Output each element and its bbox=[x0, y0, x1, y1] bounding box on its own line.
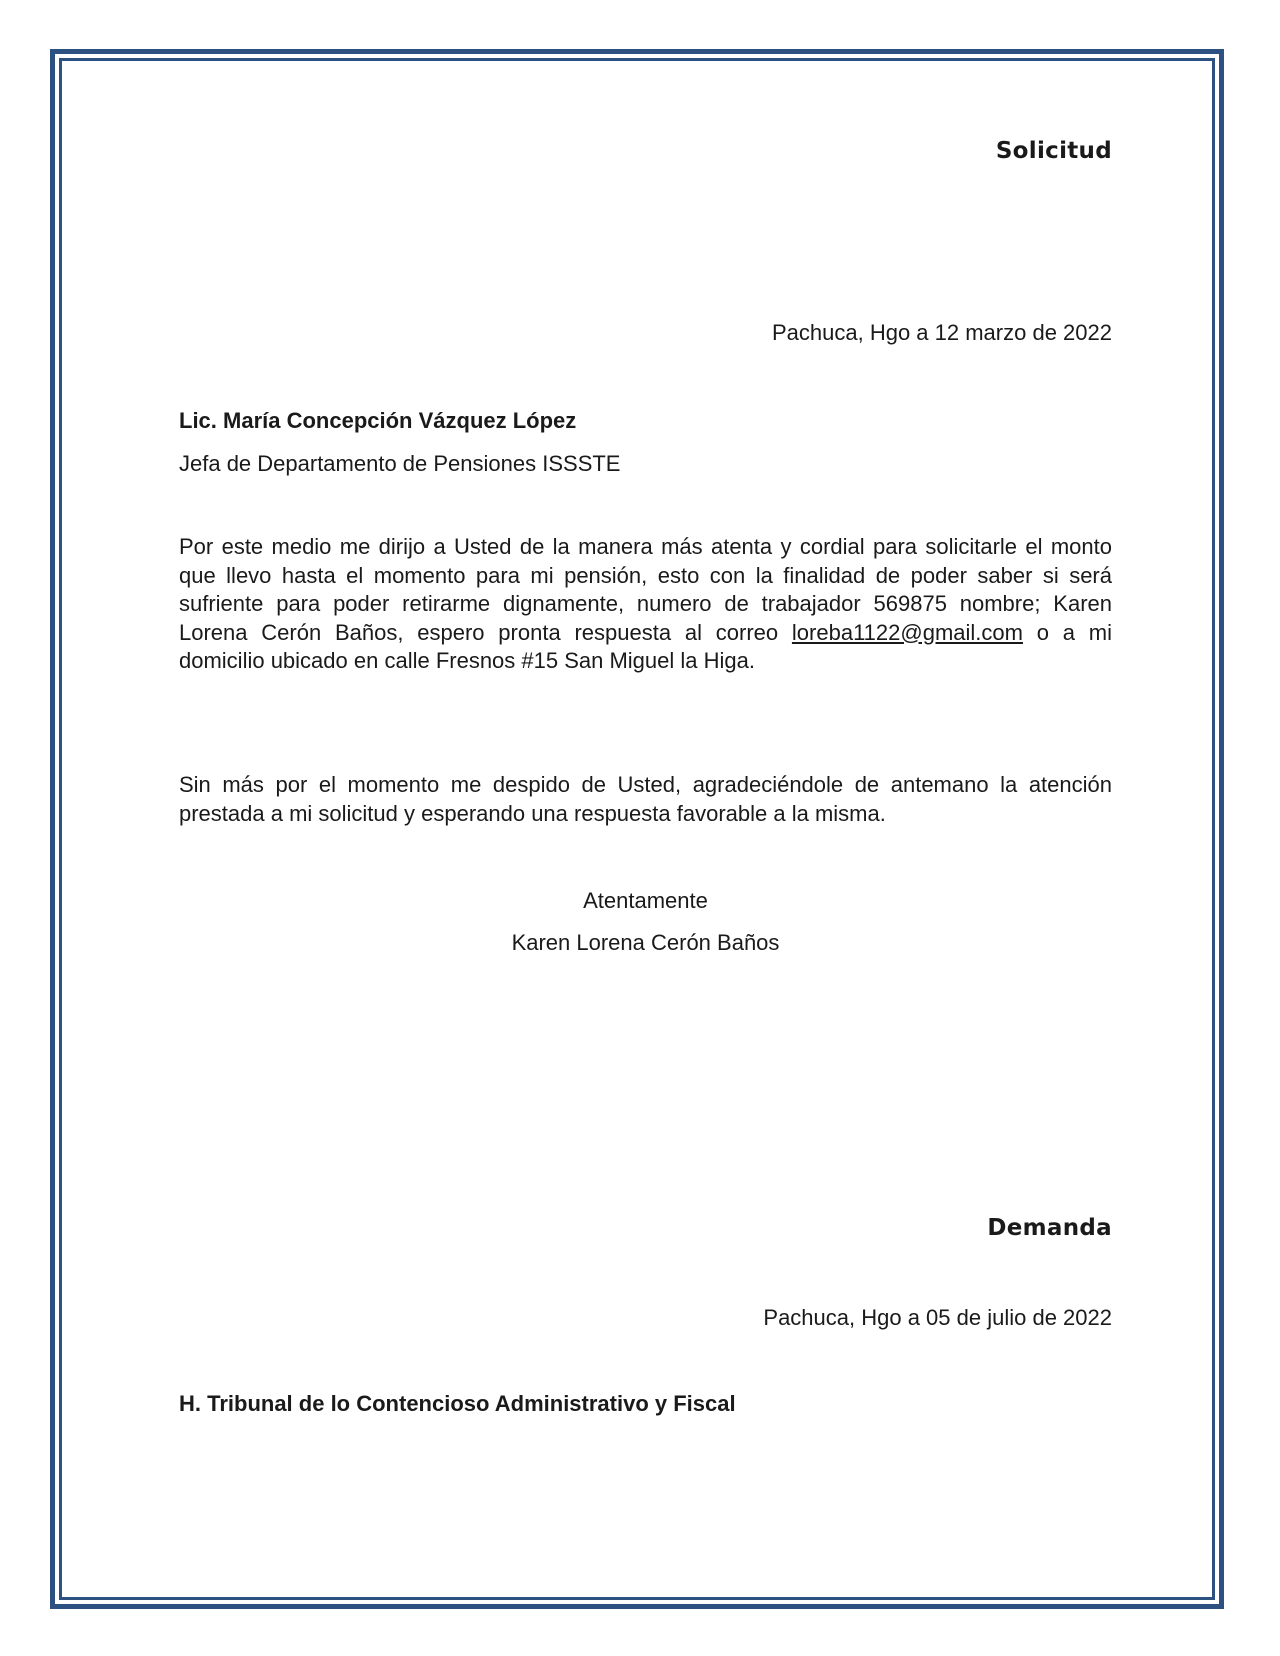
solicitud-date: Pachuca, Hgo a 12 marzo de 2022 bbox=[771, 320, 1112, 345]
document-page bbox=[179, 0, 1112, 1656]
body-text-part1: Por este medio me dirijo a Usted de la manera más atenta y cordial para solicitarle el monto que llevo hasta el momento para mi pensión, esto con la finalidad de poder saber si será sufriente para poder retirarme dignamente, numero de trabajador 569875 nombre; Karen Lorena Cerón Baños, espero pronta respuesta al correo bbox=[179, 534, 1112, 645]
body-paragraph bbox=[179, 533, 1112, 676]
demanda-date: Pachuca, Hgo a 05 de julio de 2022 bbox=[763, 1305, 1112, 1330]
signature-name: Karen Lorena Cerón Baños bbox=[511, 930, 780, 955]
closing-salutation: Atentamente bbox=[583, 888, 708, 913]
tribunal-recipient: H. Tribunal de lo Contencioso Administrativo y Fiscal bbox=[179, 1391, 736, 1416]
email-link[interactable]: loreba1122@gmail.com bbox=[791, 619, 1023, 645]
body-text-part2: o a mi domicilio ubicado en calle Fresnos #15 San Miguel la Higa. bbox=[179, 619, 1112, 673]
recipient-title: Jefa de Departamento de Pensiones ISSSTE bbox=[179, 451, 621, 476]
recipient-name: Lic. María Concepción Vázquez López bbox=[179, 408, 577, 433]
solicitud-title: Solicitud bbox=[995, 138, 1112, 164]
demanda-title: Demanda bbox=[987, 1215, 1112, 1241]
closing-paragraph: Sin más por el momento me despido de Usted, agradeciéndole de antemano la atención prestada a mi solicitud y esperando una respuesta favorable a la misma. bbox=[179, 772, 1112, 826]
